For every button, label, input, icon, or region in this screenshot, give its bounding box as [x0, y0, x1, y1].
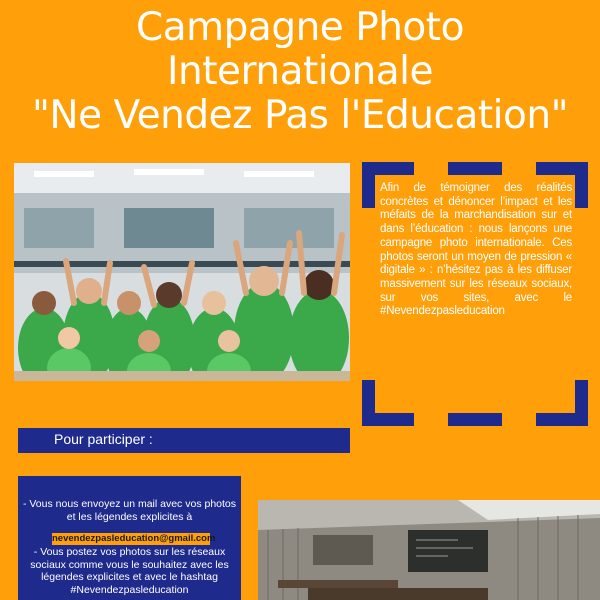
participate-label: Pour participer : — [54, 431, 153, 447]
title-line-2: Internationale — [167, 49, 433, 94]
intro-frame — [362, 162, 588, 426]
title-line-1: Campagne Photo — [136, 5, 464, 50]
participate-bar — [18, 428, 350, 453]
instructions-box — [18, 476, 241, 600]
mail-instruction: - Vous nous envoyez un mail avec vos photos et les légendes explicites à — [22, 498, 237, 523]
page-title — [0, 6, 600, 138]
social-instruction: - Vous postez vos photos sur les réseaux sociaux comme vous le souhaitez avec les légendes explicites et avec le hashtag #Nevendezpasleducation — [30, 546, 229, 596]
email-address[interactable]: nevendezpasleducation@gmail.com — [52, 533, 216, 544]
title-line-3: "Ne Vendez Pas l'Education" — [31, 93, 569, 138]
children-classroom-photo — [14, 163, 350, 381]
classroom-shack-photo — [258, 500, 600, 600]
intro-text: Afin de témoigner des réalités concrètes et dénoncer l’impact et les méfaits de la marchandisation sur et dans l’éducation : nous lançons une campagne photo internationale. Ces photos seront un moyen de pression « digitale » : n’hésitez pas à les diffuser massivement sur les réseaux sociaux, sur vos sites, avec le #Nevendezpasleducation — [380, 182, 572, 318]
